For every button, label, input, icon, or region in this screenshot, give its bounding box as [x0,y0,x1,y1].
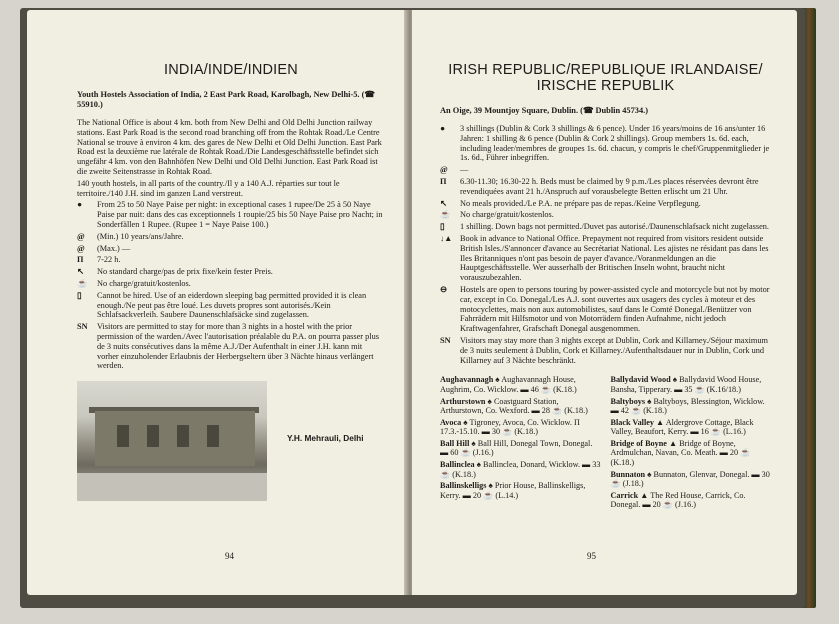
hostel-entry [611,439,772,468]
info-text: No standard charge/pas de prix fixe/kein fester Preis. [97,267,273,277]
info-text: No meals provided./Le P.A. ne prépare pas de repas./Keine Verpflegung. [460,198,701,208]
symbol-icon: SN [440,335,451,345]
info-row [440,199,771,209]
hostel-entry [440,418,601,437]
symbol-icon: ● [77,200,83,210]
hostel-entry [440,375,601,394]
hostel-name: Ballinskelligs [440,481,487,491]
hostel-entry [440,397,601,416]
hostel-list [440,375,771,512]
info-row [77,255,385,265]
hostel-details: ▲ Bridge of Boyne, Ardmulchan, Navan, Co. Meath. ▬ 20 ☕ (K.18.) [610,438,751,468]
symbol-icon: SN [77,322,88,332]
hostel-entry [611,418,772,437]
info-row [440,285,771,334]
symbol-icon: ↖ [77,267,84,277]
info-text: — [460,165,469,175]
symbol-icon: ☕ [77,278,88,288]
hostel-photo [77,381,267,501]
info-text: 7-22 h. [97,255,121,265]
hostel-details: ♠ Coastguard Station, Arthurstown, Co. Wexford. ▬ 28 ☕ (K.18.) [440,396,588,416]
symbol-icon: @ [440,165,448,175]
info-row [440,124,771,163]
info-row [77,244,385,254]
info-rows [77,200,385,371]
info-text: Cannot be hired. Use of an eiderdown sleeping bag permitted provided it is clean enough./Ne peut pas être loué. Les duvets propres sont autorisés./Kein Schlafsackverleih. Saubere Daunenschlafsäcke sind zugelassen. [97,290,367,320]
info-row [77,200,385,229]
hostel-details: ♠ Ballydavid Wood House, Bansha, Tipperary. ▬ 35 ☕ (K.16/18.) [610,375,762,394]
page-title: INDIA/INDE/INDIEN [164,62,298,78]
info-text: (Min.) 10 years/ans/Jahre. [97,231,184,241]
hostel-name: Ballydavid Wood [610,375,671,385]
hostel-name: Aughavannagh [440,375,494,385]
page-number: 94 [225,551,234,561]
info-row [440,177,771,197]
hostel-details: ▲ The Red House, Carrick, Co. Donegal. ▬ 20 ☕ (J.16.) [610,490,746,510]
photo-caption: Y.H. Mehrauli, Delhi [287,433,364,444]
page-title: IRISH REPUBLIC/REPUBLIQUE IRLANDAISE/ IRISCHE REPUBLIK [448,62,763,94]
symbol-icon: ↖ [440,198,447,208]
symbol-icon: ☕ [440,210,451,220]
left-page [27,10,409,595]
hostel-entry [440,439,601,458]
page-number: 95 [587,551,596,561]
hostel-entry [611,397,772,416]
info-text: Visitors are permitted to stay for more than 3 nights in a hostel with the prior permission of the warden./Avec l'autorisation préalable du P.A. on pourra passer plus de 3 nuits consécutives dans la même A.J./Der Aufenthalt in einer J.H. kann mit vorher einzuholender Erlaubnis der Herbergseltern über 3 Nächte hinaus verlängert werden. [97,322,379,371]
info-text: No charge/gratuit/kostenlos. [97,278,191,288]
info-text: Visitors may stay more than 3 nights except at Dublin, Cork and Killarney./Séjour maximum de 3 nuits seulement à Dublin, Cork et Killarney./Aufenthaltsdauer nur in Dublin, Cork und Killarney auf 3 Nächte beschränkt. [460,335,768,365]
hostel-name: Carrick [610,490,639,500]
info-row [77,267,385,277]
symbol-icon: ▯ [440,222,445,232]
hostel-name: Bunnaton [610,469,646,479]
hostel-count: 140 youth hostels, in all parts of the country./Il y a 140 A.J. réparties sur tout le territoire./140 J.H. sind im ganzen Land verstreut. [77,178,340,198]
hostel-column-left [440,375,601,512]
right-page [412,10,797,595]
info-row [440,165,771,175]
hostel-name: Avoca [440,417,462,427]
symbol-icon: Π [440,176,447,186]
symbol-icon: ↓▲ [440,233,453,243]
info-text: No charge/gratuit/kostenlos. [460,210,554,220]
hostel-name: Baltyboys [610,396,646,406]
symbol-icon: ● [440,124,446,133]
info-rows [440,124,771,365]
info-row [440,234,771,283]
hostel-name: Ball Hill [440,438,470,448]
hostel-name: Arthurstown [440,396,486,406]
hostel-details: ♠ Prior House, Ballinskelligs, Kerry. ▬ 20 ☕ (L.14.) [440,481,586,500]
symbol-icon: Π [77,255,84,265]
info-text: From 25 to 50 Naye Paise per night: in exceptional cases 1 rupee/De 25 à 50 Naye Paise par nuit: dans des cas exceptionnels 1 roupie/25 bis 50 Naye Paise pro Nacht; in Sonderfällen 1 Rupee. (Rupee 1 = Naye Paise 100.) [97,200,383,229]
association-address: Youth Hostels Association of India, 2 East Park Road, Karolbagh, New Delhi-5. (☎ 55910.) [77,90,375,109]
hostel-entry [440,481,601,500]
hostel-name: Bridge of Boyne [610,438,667,448]
info-text: 1 shilling. Down bags not permitted./Duvet pas autorisé./Daunenschlafsack nicht zugelassen. [460,222,769,232]
info-row [440,210,771,220]
hostel-details: ♠ Ball Hill, Donegal Town, Donegal. ▬ 60 ☕ (J.16.) [440,438,593,458]
symbol-icon: ▯ [77,290,82,300]
info-text: (Max.) — [97,243,131,253]
hostel-details: ♠ Bunnaton, Glenvar, Donegal. ▬ 30 ☕ (J.18.) [610,469,770,489]
info-row [77,279,385,289]
info-text: 6.30-11.30; 16.30-22 h. Beds must be claimed by 9 p.m./Les places réservées devront être revendiquées avant 21 h./Anspruch auf vorausbelegte Betten erlischt um 21 Uhr. [460,176,759,196]
info-row [77,232,385,242]
hostel-entry [611,375,772,394]
hostel-details: ♠ Baltyboys, Blessington, Wicklow. ▬ 42 ☕ (K.18.) [610,396,765,416]
info-row [77,291,385,320]
hostel-details: ▲ Aldergrove Cottage, Black Valley, Beaufort, Kerry. ▬ 16 ☕ (L.16.) [610,417,754,437]
hostel-details: ♠ Aughavannagh House, Aughrim, Co. Wicklow. ▬ 46 ☕ (K.18.) [440,375,577,394]
hostel-column-right [611,375,772,512]
hostel-details: ♠ Ballinclea, Donard, Wicklow. ▬ 33 ☕ (K.18.) [440,460,601,479]
intro-paragraph: The National Office is about 4 km. both from New Delhi and Old Delhi Junction railway stations. East Park Road is the second road branching off from the Rohtak Road./Le Centre National se trouve à environ 4 km. des gares de New Delhi et Old Delhi Junction. East Park Road est la deuxième rue latérale de Rohtak Road./Die Landesgeschäftsstelle befindet sich ungefähr 4 km. von den Bahnhöfen New Delhi und Old Delhi Junction. East Park Road ist die zweite Seitenstrasse in Rohtak Road. [77,118,382,176]
symbol-icon: ⊖ [440,284,447,294]
info-row [440,336,771,365]
photo-block [77,381,385,501]
info-text: Hostels are open to persons touring by power-assisted cycle and motorcycle but not by motor car, except in Co. Donegal./Les A.J. sont ouvertes aux usagers des cycles à moteur et des motocyclettes, mais non aux automobilistes, sauf dans le Comté Donegal./Benützer von Fahrrädern mit Hilfsmotor und von Motorrädern finden Aufnahme, nicht jedoch Kraftwagenfahrer, Grafschaft Donegal ausgenommen. [460,284,770,334]
info-text: Book in advance to National Office. Prepayment not required from visitors resident outside British Isles./S'annoncer d'avance au Secrétariat National. Les ajistes ne résidant pas dans les Iles Britanniques n'ont pas besoin de payer d'avance./Voranmeldungen an die Hauptgeschäftsstelle. Wer ausserhalb der Britischen Inseln wohnt, braucht nicht vorauszubezahlen. [460,233,769,283]
symbol-icon: @ [77,243,85,253]
info-text: 3 shillings (Dublin & Cork 3 shillings & 6 pence). Under 16 years/moins de 16 ans/unter 16 Jahren: 1 shilling & 6 pence (Dublin & Cork 2 shillings). Group members 1s. 6d. each, including leader/membres de groupes 1s. 6d. chacun, y compris le chef/Gruppenmitglieder je 1s. 6d., Führer inbegriffen. [460,124,770,163]
association-address: An Oige, 39 Mountjoy Square, Dublin. (☎ Dublin 45734.) [440,106,649,115]
hostel-entry [440,460,601,479]
info-row [440,222,771,232]
hostel-name: Black Valley [610,417,654,427]
info-row [77,322,385,371]
symbol-icon: @ [77,231,85,241]
hostel-name: Ballinclea [440,460,475,470]
hostel-details: ♠ Tigroney, Avoca, Co. Wicklow. Π 17.3.-15.10. ▬ 30 ☕ (K.18.) [440,417,580,437]
hostel-entry [611,491,772,510]
hostel-entry [611,470,772,489]
